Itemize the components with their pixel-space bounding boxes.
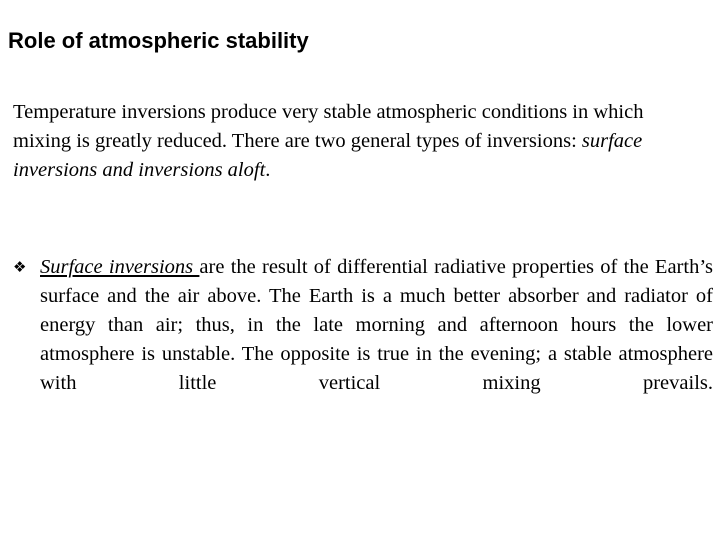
intro-joiner: and	[97, 159, 139, 181]
intro-paragraph	[13, 98, 703, 185]
bullet-surface-inversions	[13, 253, 713, 398]
intro-term-inversions-aloft: inversions aloft	[138, 159, 266, 181]
intro-text: Temperature inversions produce very stable atmospheric conditions in which mixing is greatly reduced. There are two general types of inversions:	[13, 101, 644, 152]
bullet-lead-term: Surface inversions	[40, 256, 200, 278]
intro-term-surface-inversions: surface inversions	[13, 130, 643, 181]
diamond-bullet-icon: ❖	[13, 258, 27, 276]
slide-title: Role of atmospheric stability	[8, 28, 309, 53]
bullet-paragraph	[40, 253, 713, 398]
intro-end: .	[265, 159, 271, 181]
bullet-body-text: are the result of differential radiative properties of the Earth’s surface and the air above. The Earth is a much better absorber and radiator of energy than air; thus, in the late morning and afternoon hours the lower atmosphere is unstable. The opposite is true in the evening; a stable atmosphere with little vertical mixing prevails.	[40, 256, 713, 394]
